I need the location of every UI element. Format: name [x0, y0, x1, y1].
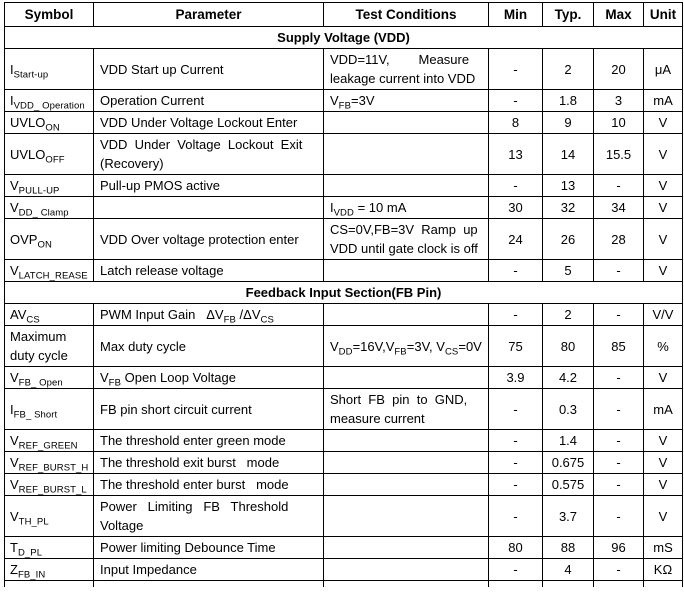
symbol-text: $V_{FB\_ Open}$: [10, 370, 63, 389]
unit-cell: V: [644, 134, 683, 175]
test-conditions-cell: [324, 304, 489, 326]
table-header-row: [5, 3, 683, 27]
column-header-parameter: Parameter: [94, 3, 324, 27]
symbol-cell: [5, 304, 94, 326]
table-row: [5, 112, 683, 134]
symbol-text: $I_{VDD\_ Operation}$: [10, 93, 85, 112]
clipped-next-row: [5, 581, 683, 587]
unit-cell: μA: [644, 49, 683, 90]
unit-cell: mA: [644, 90, 683, 112]
typ-cell: 88: [543, 537, 594, 559]
min-cell: -: [489, 430, 543, 452]
symbol-cell: [5, 197, 94, 219]
min-cell: -: [489, 304, 543, 326]
symbol-cell: [5, 430, 94, 452]
table-row: [5, 389, 683, 430]
unit-cell: V/V: [644, 304, 683, 326]
symbol-text: $V_{LATCH\_REASE}$: [10, 263, 88, 282]
unit-cell: V: [644, 197, 683, 219]
min-cell: -: [489, 452, 543, 474]
min-cell: -: [489, 260, 543, 282]
parameter-text: Input Impedance: [100, 562, 197, 577]
typ-cell: 2: [543, 49, 594, 90]
table-row: [5, 474, 683, 496]
typ-cell: 14: [543, 134, 594, 175]
min-cell: 8: [489, 112, 543, 134]
parameter-text: The threshold enter burst mode: [100, 477, 289, 492]
typ-cell: 3.7: [543, 496, 594, 537]
table-row: [5, 260, 683, 282]
max-cell: -: [594, 559, 644, 581]
symbol-text: $OVP_{ON}$: [10, 231, 52, 251]
symbol-cell: [5, 112, 94, 134]
min-cell: 80: [489, 537, 543, 559]
unit-cell: V: [644, 367, 683, 389]
symbol-text: Maximum duty cycle: [10, 329, 68, 363]
parameter-text: PWM Input Gain $\Delta V_{FB}$ $/\Delta V_{CS}$: [100, 307, 274, 326]
unit-cell: KΩ: [644, 559, 683, 581]
table-row: [5, 197, 683, 219]
symbol-text: $I_{Start-up}$: [10, 61, 49, 81]
test-conditions-cell: [324, 112, 489, 134]
max-cell: -: [594, 260, 644, 282]
parameter-cell: [94, 219, 324, 260]
parameter-cell: [94, 260, 324, 282]
symbol-text: $Z_{FB\_IN}$: [10, 562, 46, 581]
symbol-cell: [5, 389, 94, 430]
table-row: [5, 452, 683, 474]
test-conditions-cell: [324, 326, 489, 367]
section-header-row: [5, 27, 683, 49]
conditions-text: $V_{FB}=3V$: [330, 93, 375, 112]
parameter-cell: [94, 112, 324, 134]
test-conditions-cell: [324, 197, 489, 219]
table-row: [5, 90, 683, 112]
test-conditions-cell: [324, 367, 489, 389]
symbol-cell: [5, 537, 94, 559]
min-cell: -: [489, 496, 543, 537]
symbol-cell: [5, 452, 94, 474]
typ-cell: 1.4: [543, 430, 594, 452]
symbol-cell: [5, 134, 94, 175]
symbol-text: $UVLO_{ON}$: [10, 115, 60, 134]
table-row: [5, 537, 683, 559]
parameter-text: $V_{FB}$ Open Loop Voltage: [100, 370, 236, 389]
table-row: [5, 559, 683, 581]
max-cell: 85: [594, 326, 644, 367]
parameter-cell: [94, 537, 324, 559]
table-row: [5, 367, 683, 389]
parameter-text: Power Limiting FB Threshold Voltage: [100, 499, 289, 533]
min-cell: 13: [489, 134, 543, 175]
max-cell: -: [594, 430, 644, 452]
parameter-cell: [94, 326, 324, 367]
column-header-typ: Typ.: [543, 3, 594, 27]
parameter-text: Max duty cycle: [100, 338, 186, 354]
parameter-text: VDD Under Voltage Lockout Exit (Recovery): [100, 137, 303, 171]
parameter-cell: [94, 474, 324, 496]
parameter-cell: [94, 134, 324, 175]
unit-cell: V: [644, 496, 683, 537]
section-header-row: [5, 282, 683, 304]
table-row: [5, 49, 683, 90]
electrical-characteristics-table: [4, 2, 683, 587]
min-cell: -: [489, 49, 543, 90]
min-cell: 24: [489, 219, 543, 260]
symbol-cell: [5, 175, 94, 197]
column-header-min: Min: [489, 3, 543, 27]
min-cell: -: [489, 559, 543, 581]
typ-cell: 32: [543, 197, 594, 219]
max-cell: -: [594, 389, 644, 430]
test-conditions-cell: [324, 49, 489, 90]
max-cell: 96: [594, 537, 644, 559]
min-cell: -: [489, 175, 543, 197]
unit-cell: mS: [644, 537, 683, 559]
symbol-cell: [5, 474, 94, 496]
table-row: [5, 134, 683, 175]
typ-cell: 1.8: [543, 90, 594, 112]
parameter-text: The threshold exit burst mode: [100, 455, 280, 470]
symbol-text: $V_{REF\_BURST\_L}$: [10, 477, 87, 496]
symbol-text: $I_{FB\_ Short}$: [10, 401, 58, 421]
test-conditions-cell: [324, 496, 489, 537]
max-cell: -: [594, 474, 644, 496]
test-conditions-cell: [324, 260, 489, 282]
symbol-text: $V_{REF\_BURST\_H}$: [10, 455, 89, 474]
symbol-cell: [5, 559, 94, 581]
typ-cell: 26: [543, 219, 594, 260]
max-cell: -: [594, 496, 644, 537]
column-header-test-conditions: Test Conditions: [324, 3, 489, 27]
test-conditions-cell: [324, 559, 489, 581]
parameter-cell: [94, 559, 324, 581]
min-cell: 3.9: [489, 367, 543, 389]
table-row: [5, 430, 683, 452]
min-cell: -: [489, 90, 543, 112]
typ-cell: 0.575: [543, 474, 594, 496]
min-cell: 75: [489, 326, 543, 367]
column-header-symbol: Symbol: [5, 3, 94, 27]
unit-cell: V: [644, 219, 683, 260]
table-row: [5, 304, 683, 326]
parameter-text: VDD Start up Current: [100, 61, 224, 77]
test-conditions-cell: [324, 452, 489, 474]
symbol-text: $V_{REF\_GREEN}$: [10, 433, 78, 452]
typ-cell: 4: [543, 559, 594, 581]
typ-cell: 0.3: [543, 389, 594, 430]
unit-cell: V: [644, 474, 683, 496]
parameter-text: FB pin short circuit current: [100, 401, 252, 417]
typ-cell: 13: [543, 175, 594, 197]
parameter-cell: [94, 496, 324, 537]
parameter-cell: [94, 90, 324, 112]
parameter-cell: [94, 452, 324, 474]
test-conditions-cell: [324, 474, 489, 496]
test-conditions-cell: [324, 219, 489, 260]
typ-cell: 80: [543, 326, 594, 367]
typ-cell: 0.675: [543, 452, 594, 474]
test-conditions-cell: [324, 537, 489, 559]
conditions-text: $V_{DD}=16V,V_{FB}=3V$, $V_{CS}=0V$: [330, 338, 482, 358]
parameter-text: Operation Current: [100, 93, 205, 108]
unit-cell: V: [644, 430, 683, 452]
table-row: [5, 496, 683, 537]
conditions-text: CS=0V,FB=3V Ramp up VDD until gate clock is off: [330, 222, 478, 256]
typ-cell: 5: [543, 260, 594, 282]
parameter-text: Latch release voltage: [100, 263, 224, 278]
symbol-text: $V_{TH\_PL}$: [10, 508, 49, 528]
parameter-text: Pull-up PMOS active: [100, 178, 220, 193]
table-body: [5, 27, 683, 587]
unit-cell: %: [644, 326, 683, 367]
section-title: Feedback Input Section(FB Pin): [5, 282, 683, 304]
table-row: [5, 326, 683, 367]
parameter-cell: [94, 367, 324, 389]
column-header-max: Max: [594, 3, 644, 27]
parameter-cell: [94, 197, 324, 219]
max-cell: 28: [594, 219, 644, 260]
test-conditions-cell: [324, 430, 489, 452]
unit-cell: V: [644, 112, 683, 134]
max-cell: 10: [594, 112, 644, 134]
unit-cell: V: [644, 260, 683, 282]
symbol-text: $UVLO_{OFF}$: [10, 146, 65, 166]
parameter-text: The threshold enter green mode: [100, 433, 286, 448]
symbol-text: $T_{D\_PL}$: [10, 540, 43, 559]
unit-cell: mA: [644, 389, 683, 430]
section-title: Supply Voltage (VDD): [5, 27, 683, 49]
min-cell: -: [489, 474, 543, 496]
max-cell: -: [594, 175, 644, 197]
conditions-text: Short FB pin to GND, measure current: [330, 392, 468, 426]
parameter-cell: [94, 175, 324, 197]
typ-cell: 2: [543, 304, 594, 326]
symbol-cell: [5, 49, 94, 90]
symbol-cell: [5, 90, 94, 112]
symbol-text: $V_{PULL-UP}$: [10, 178, 60, 197]
table-row: [5, 175, 683, 197]
min-cell: -: [489, 389, 543, 430]
typ-cell: 9: [543, 112, 594, 134]
table-row: [5, 219, 683, 260]
symbol-text: $V_{DD\_ Clamp}$: [10, 200, 69, 219]
symbol-cell: [5, 496, 94, 537]
parameter-cell: [94, 389, 324, 430]
parameter-cell: [94, 49, 324, 90]
typ-cell: 4.2: [543, 367, 594, 389]
parameter-cell: [94, 304, 324, 326]
max-cell: -: [594, 452, 644, 474]
parameter-cell: [94, 430, 324, 452]
max-cell: 3: [594, 90, 644, 112]
parameter-text: Power limiting Debounce Time: [100, 540, 276, 555]
symbol-text: $AV_{CS}$: [10, 307, 40, 326]
test-conditions-cell: [324, 134, 489, 175]
parameter-text: VDD Under Voltage Lockout Enter: [100, 115, 298, 130]
symbol-cell: [5, 260, 94, 282]
symbol-cell: [5, 367, 94, 389]
test-conditions-cell: [324, 389, 489, 430]
symbol-cell: [5, 219, 94, 260]
test-conditions-cell: [324, 175, 489, 197]
conditions-text: VDD=11V, Measure leakage current into VDD: [330, 52, 476, 86]
max-cell: 20: [594, 49, 644, 90]
test-conditions-cell: [324, 90, 489, 112]
parameter-text: VDD Over voltage protection enter: [100, 231, 299, 247]
symbol-cell: [5, 326, 94, 367]
min-cell: 30: [489, 197, 543, 219]
conditions-text: $I_{VDD} = 10$ mA: [330, 200, 407, 219]
unit-cell: V: [644, 175, 683, 197]
max-cell: 34: [594, 197, 644, 219]
max-cell: 15.5: [594, 134, 644, 175]
unit-cell: V: [644, 452, 683, 474]
max-cell: -: [594, 367, 644, 389]
column-header-unit: Unit: [644, 3, 683, 27]
max-cell: -: [594, 304, 644, 326]
